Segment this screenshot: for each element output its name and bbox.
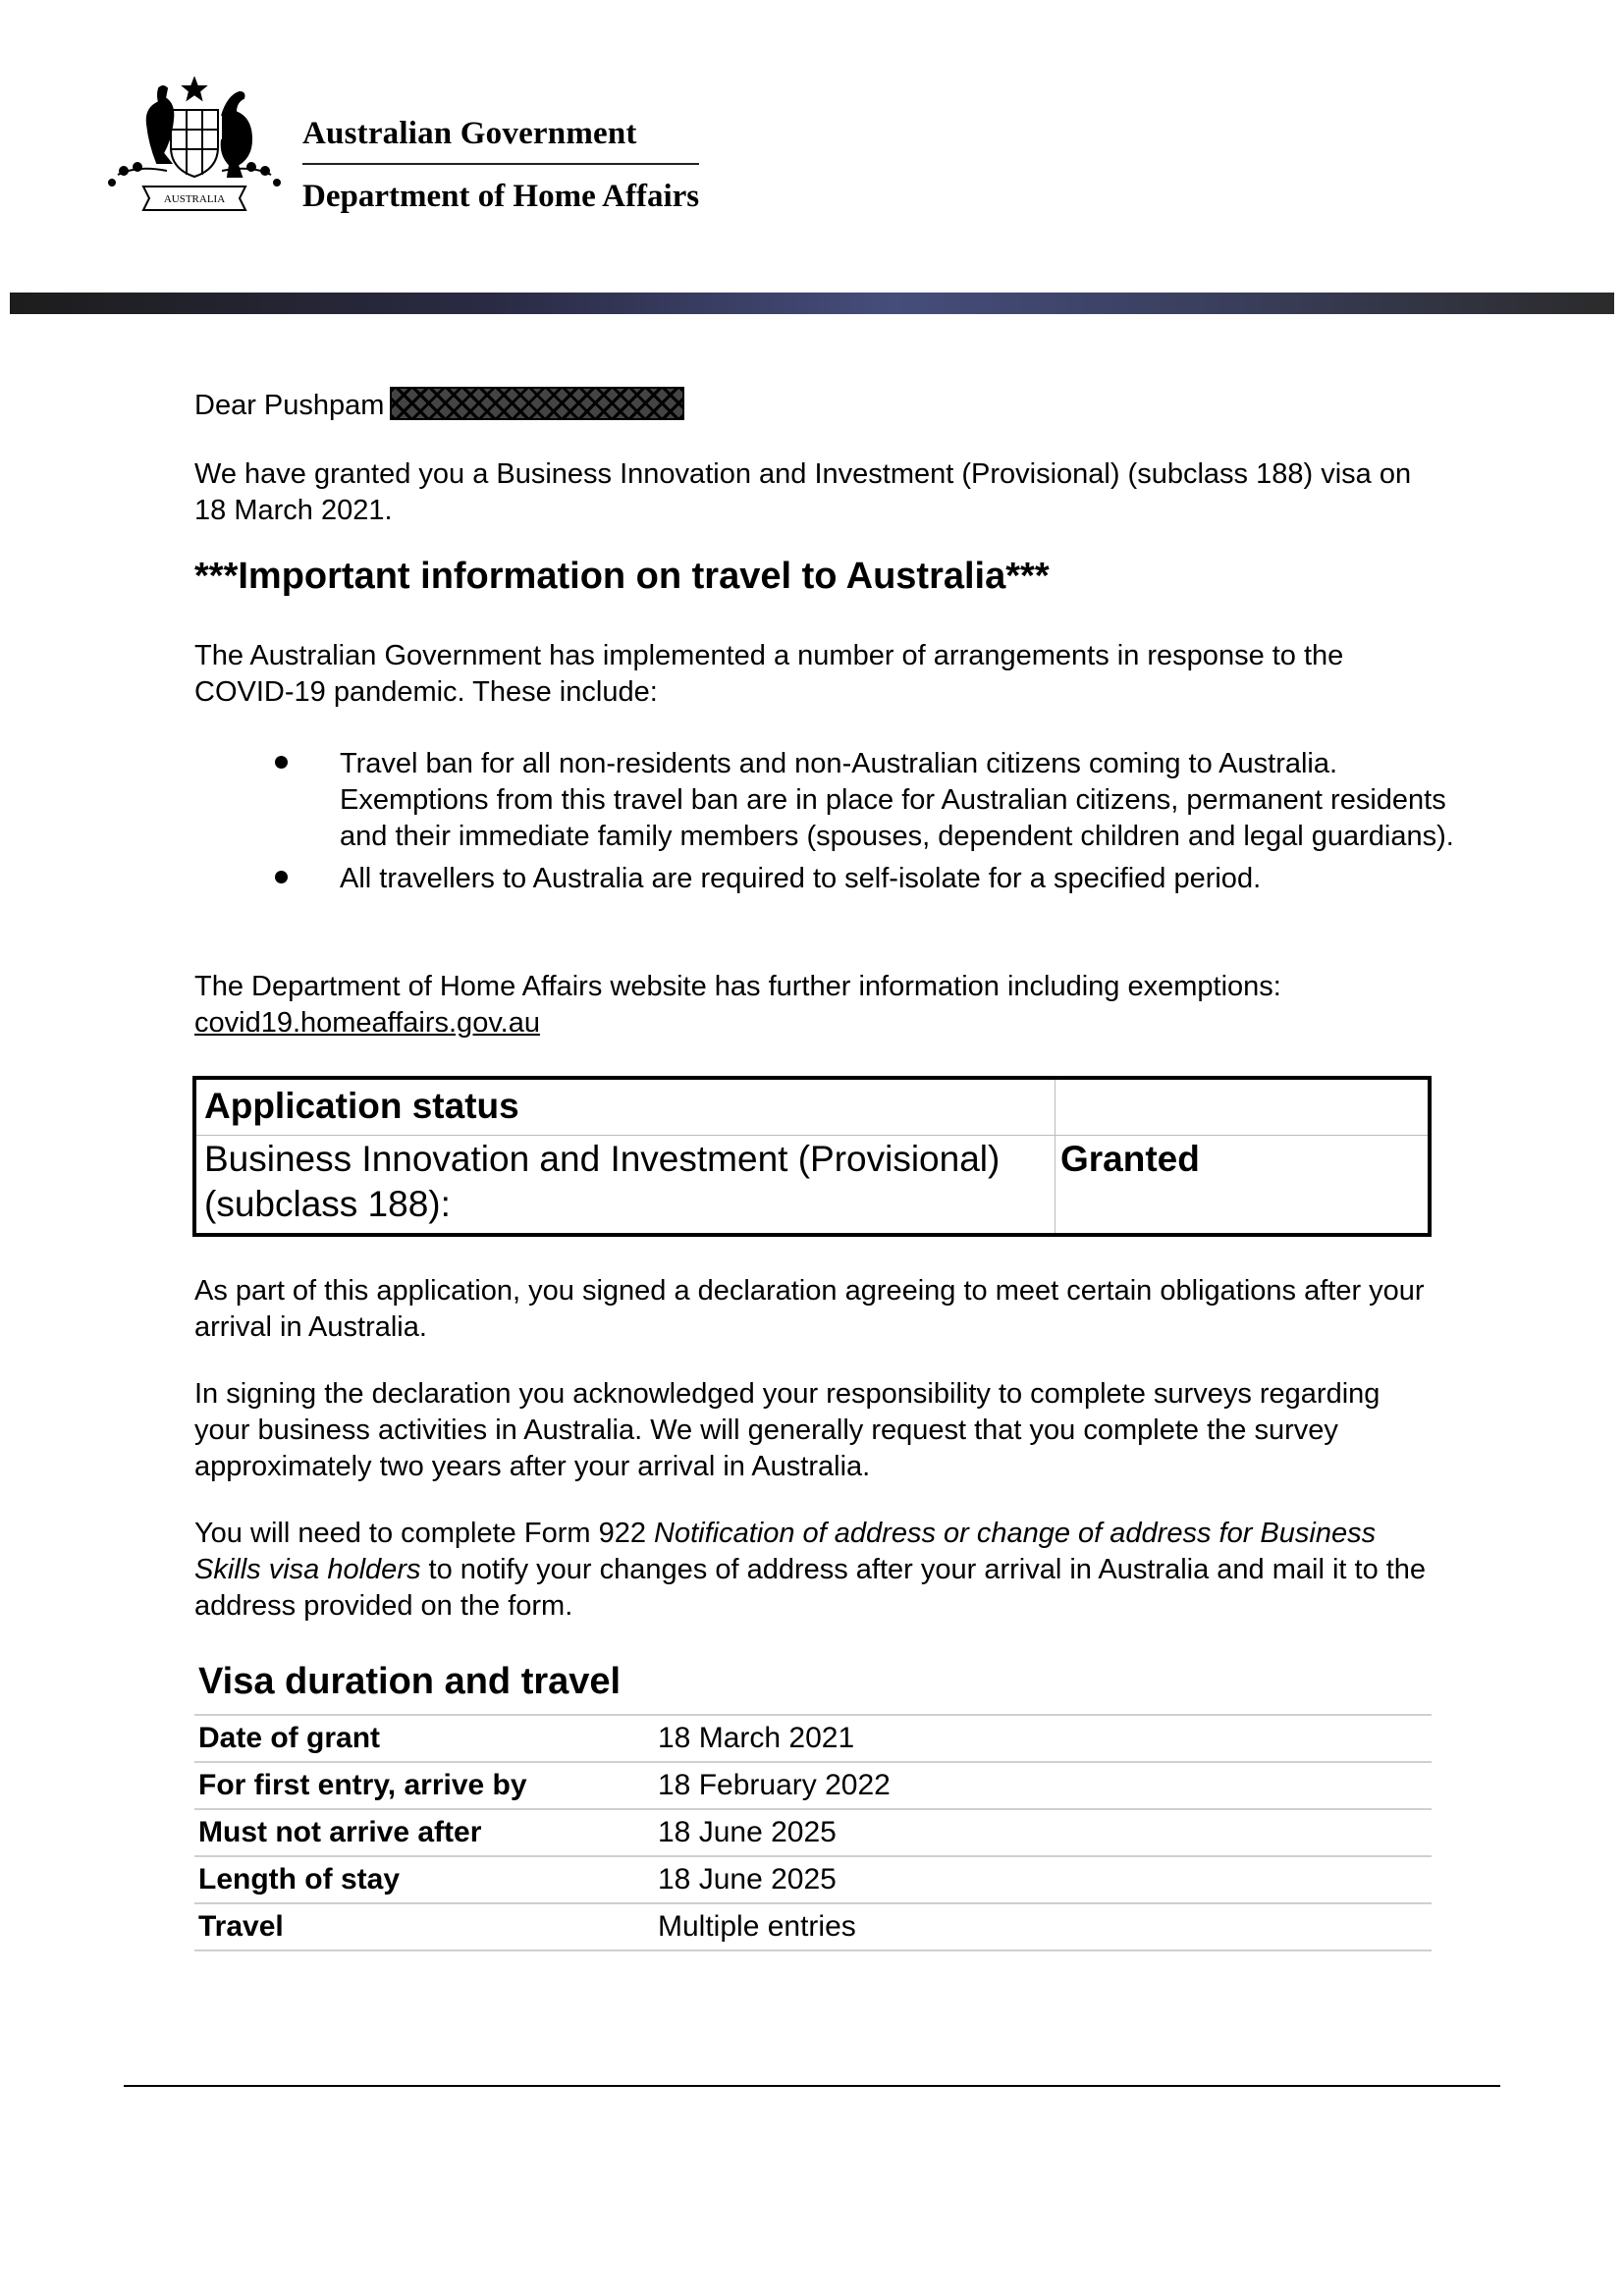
row-value: 18 February 2022 xyxy=(654,1762,1432,1809)
row-label: Must not arrive after xyxy=(194,1809,654,1856)
government-title: Australian Government xyxy=(302,116,637,151)
row-label: For first entry, arrive by xyxy=(194,1762,654,1809)
redacted-surname xyxy=(390,387,684,420)
table-row xyxy=(194,1809,1432,1856)
survey-paragraph: In signing the declaration you acknowledged your responsibility to complete surveys regarding your business activities in Australia. We will generally request that you complete the survey approximately two years after your arrival in Australia. xyxy=(194,1378,1380,1482)
application-status-box xyxy=(192,1076,1432,1237)
header-divider xyxy=(302,163,699,165)
table-row xyxy=(194,1856,1432,1903)
header-banner xyxy=(10,293,1614,314)
status-label: Business Innovation and Investment (Provisional) (subclass 188): xyxy=(204,1139,1001,1224)
row-value: 18 June 2025 xyxy=(654,1809,1432,1856)
visa-duration-title: Visa duration and travel xyxy=(198,1661,622,1702)
status-value: Granted xyxy=(1060,1139,1200,1179)
row-value: 18 June 2025 xyxy=(654,1856,1432,1903)
table-row xyxy=(194,1762,1432,1809)
table-row xyxy=(194,1903,1432,1950)
covid-info-link[interactable]: covid19.homeaffairs.gov.au xyxy=(194,1007,540,1039)
row-label: Date of grant xyxy=(194,1715,654,1762)
covid-intro-paragraph: The Australian Government has implemented a number of arrangements in response to the COVID-19 pandemic. These include: xyxy=(194,640,1344,708)
form-text-after: to notify your changes of address after your arrival in Australia and mail it to the address provided on the form. xyxy=(194,1554,1427,1622)
bullet-text: All travellers to Australia are required to self-isolate for a specified period. xyxy=(340,863,1262,894)
travel-bullet-list xyxy=(194,746,1471,903)
status-title: Application status xyxy=(204,1086,519,1126)
row-label: Length of stay xyxy=(194,1856,654,1903)
form-text-before: You will need to complete Form 922 xyxy=(194,1518,655,1549)
department-title: Department of Home Affairs xyxy=(302,179,700,214)
bullet-text: Travel ban for all non-residents and non-Australian citizens coming to Australia. Exemptions from this travel ban are in place for Australian citizens, permanent residents and their immediate family members (spouses, dependent children and legal guardians). xyxy=(340,748,1454,852)
website-paragraph xyxy=(194,969,1441,1041)
table-row xyxy=(194,1715,1432,1762)
greeting xyxy=(194,387,1441,424)
form-paragraph xyxy=(194,1516,1441,1625)
website-text: The Department of Home Affairs website has further information including exemptions: xyxy=(194,971,1281,1002)
coat-of-arms-motto: AUSTRALIA xyxy=(163,193,226,205)
row-label: Travel xyxy=(194,1903,654,1950)
footer-divider xyxy=(124,2085,1500,2087)
row-value: Multiple entries xyxy=(654,1903,1432,1950)
list-item xyxy=(194,746,1471,855)
grant-paragraph: We have granted you a Business Innovation and Investment (Provisional) (subclass 188) visa on 18 March 2021. xyxy=(194,458,1412,526)
list-item xyxy=(194,861,1471,897)
coat-of-arms-icon xyxy=(98,77,291,220)
form-title: Notification of address or change of address for Business Skills visa holders xyxy=(194,1518,1377,1585)
greeting-text: Dear Pushpam xyxy=(194,390,385,421)
status-row-divider xyxy=(196,1135,1428,1136)
obligations-paragraph: As part of this application, you signed a declaration agreeing to meet certain obligations after your arrival in Australia. xyxy=(194,1275,1425,1343)
important-heading: ***Important information on travel to Australia*** xyxy=(194,556,1050,597)
visa-duration-table xyxy=(194,1714,1432,1951)
bullet-icon xyxy=(275,871,288,883)
bullet-icon xyxy=(275,756,288,769)
row-value: 18 March 2021 xyxy=(654,1715,1432,1762)
